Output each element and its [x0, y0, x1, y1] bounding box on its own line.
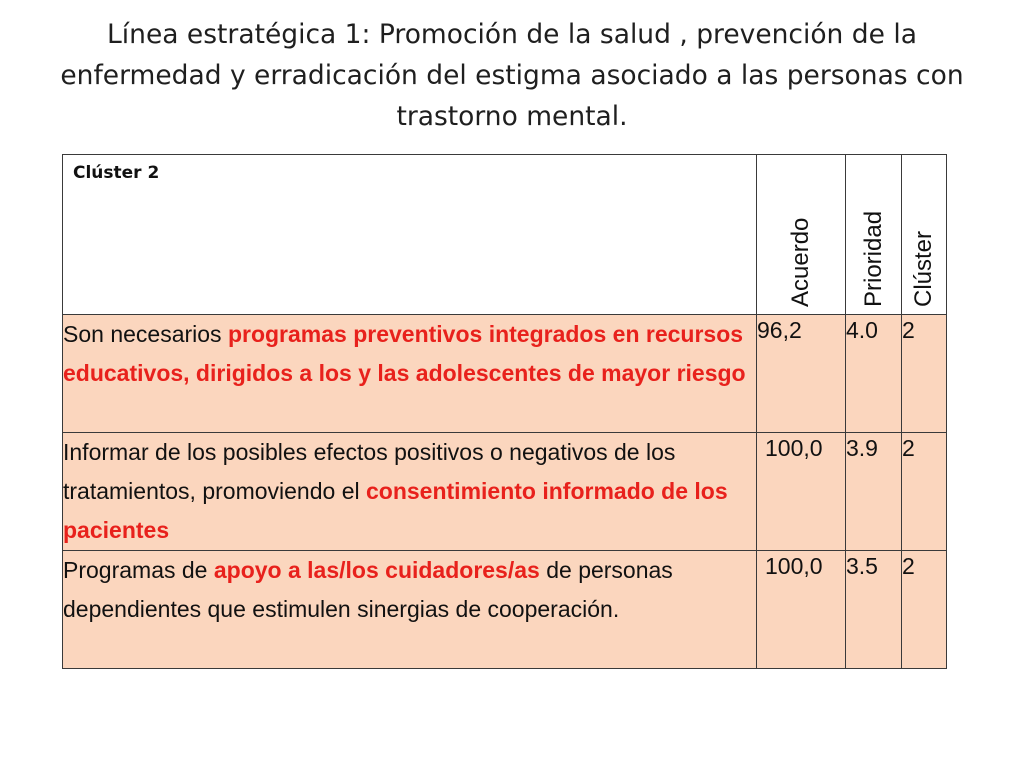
prioridad-value: 3.5 [846, 551, 902, 669]
cluster-value: 2 [902, 433, 947, 551]
table-row [63, 551, 947, 669]
table-header-row [63, 155, 947, 315]
statement-text: Informar de los posibles efectos positivos o negativos de los tratamientos, promoviendo el [63, 439, 676, 504]
prioridad-value: 4.0 [846, 315, 902, 433]
header-acuerdo-cell [757, 155, 846, 315]
table-row [63, 433, 947, 551]
cluster-value: 2 [902, 551, 947, 669]
slide-title: Línea estratégica 1: Promoción de la salud , prevención de la enfermedad y erradicación del estigma asociado a las personas con trastorno mental. [60, 19, 964, 132]
header-prioridad: Prioridad [859, 210, 887, 307]
statement-highlight: apoyo a las/los cuidadores/as [213, 557, 540, 583]
header-cluster: Clúster [910, 230, 937, 307]
cluster-label: Clúster 2 [73, 163, 160, 183]
statement-text: Programas de [63, 557, 214, 583]
statement-highlight: consentimiento informado de los pacientes [63, 478, 728, 543]
acuerdo-value: 100,0 [757, 433, 846, 551]
statement-cell [63, 433, 757, 551]
header-acuerdo: Acuerdo [787, 217, 814, 307]
cluster-label-cell [63, 155, 757, 315]
statement-text: Son necesarios [63, 321, 228, 347]
cluster-table [62, 154, 947, 669]
statement-cell [63, 551, 757, 669]
acuerdo-value: 100,0 [757, 551, 846, 669]
cluster-value: 2 [902, 315, 947, 433]
header-cluster-cell [902, 155, 947, 315]
acuerdo-value: 96,2 [757, 315, 846, 433]
statement-text-end: de personas dependientes que estimulen sinergias de cooperación. [63, 557, 673, 622]
table-row [63, 315, 947, 433]
prioridad-value: 3.9 [846, 433, 902, 551]
statement-highlight: programas preventivos integrados en recursos educativos, dirigidos a los y las adolescentes de mayor riesgo [63, 321, 746, 386]
statement-cell [63, 315, 757, 433]
header-prioridad-cell [846, 155, 902, 315]
